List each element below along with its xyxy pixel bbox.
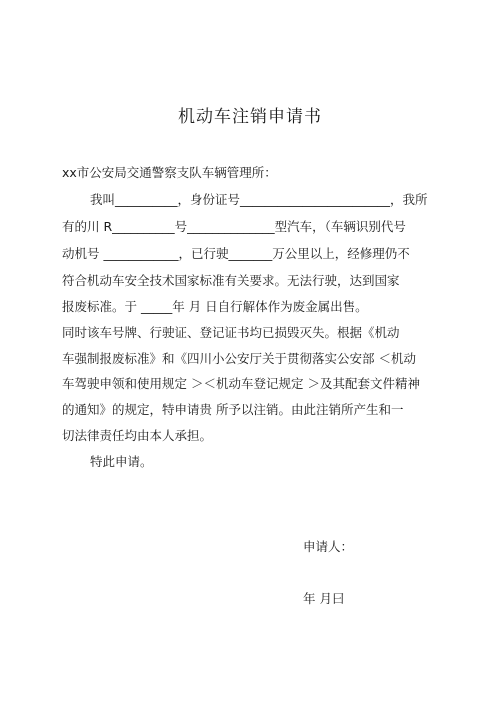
body-line: 符合机动车安全技术国家标准有关要求。无法行驶，达到国家 <box>62 273 400 288</box>
addressee-line: xx市公安局交通警察支队车辆管理所： <box>62 165 277 180</box>
document-title: 机动车注销申请书 <box>178 107 322 127</box>
body-line: 报废标准。于 _____年 月 日自行解体作为废金属出售。 <box>62 299 368 314</box>
body-line: 切法律责任均由本人承担。 <box>62 428 213 443</box>
body-line: 同时该车号牌、行驶证、登记证书均已损毁灭失。根据《机动 <box>62 325 400 340</box>
body-line: 车强制报废标准》和《四川小公安厅关于贯彻落实公安部 ＜机动 <box>62 351 416 366</box>
body-line: 车驾驶申领和使用规定 ＞＜机动车登记规定 ＞及其配套文件精神 <box>62 376 420 391</box>
body-line: 我叫__________，身份证号________________________，我所 <box>90 192 428 207</box>
date-label: 年 月曰 <box>303 591 345 606</box>
body-line: 有的川 R__________号______________型汽车，（车辆识别代号 <box>62 219 406 234</box>
body-line: 的通知》的规定，特申请贵 所予以注销。由此注销所产生和一 <box>62 402 404 417</box>
closing-line: 特此申请。 <box>90 454 153 469</box>
body-line: 动机号 ____________，已行驶_______万公里以上，经修理仍不 <box>62 246 410 261</box>
applicant-label: 申请人： <box>303 539 354 554</box>
